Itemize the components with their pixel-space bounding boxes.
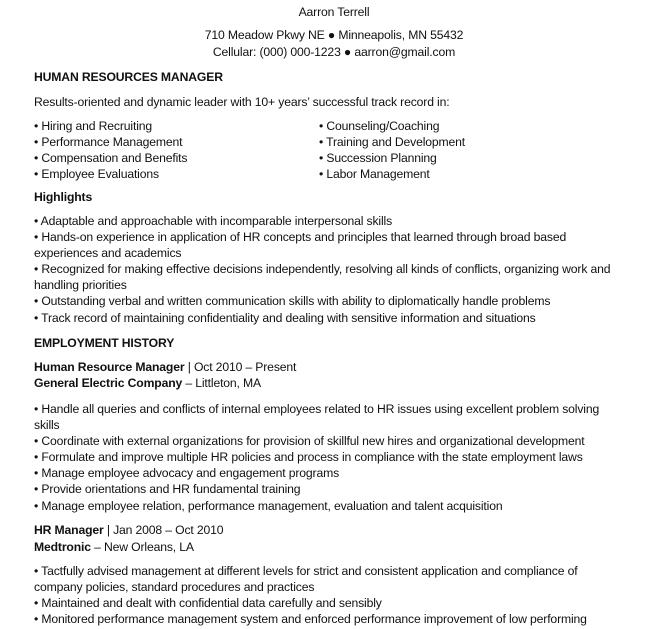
job-location: – Littleton, MA [182, 376, 262, 390]
job-company: Medtronic [34, 540, 91, 554]
job-duty-line: • Monitored performance management system and enforced performance improvement of low performing [34, 612, 587, 626]
job-duty-line: • Maintained and dealt with confidential data carefully and sensibly [34, 596, 382, 610]
highlight-line: • Recognized for making effective decisions independently, resolving all kinds of conflicts, organizing work and [34, 262, 611, 276]
skill-item: • Employee Evaluations [34, 167, 159, 181]
job-role: Human Resource Manager [34, 360, 185, 374]
job-title-line [34, 359, 296, 375]
job-duty-line: • Coordinate with external organizations for provision of skillful new hires and organizational development [34, 434, 585, 448]
candidate-name: Aarron Terrell [298, 5, 370, 19]
job-location: – New Orleans, LA [90, 540, 194, 554]
skill-item: • Compensation and Benefits [34, 151, 188, 165]
section-title-highlights: Highlights [34, 190, 93, 204]
job-role: HR Manager [34, 523, 104, 537]
job-company-line [34, 375, 261, 391]
section-title-summary: HUMAN RESOURCES MANAGER [34, 70, 223, 84]
highlight-line: • Outstanding verbal and written communication skills with ability to diplomatically handle problems [34, 294, 551, 308]
job-duty-line: • Provide orientations and HR fundamental training [34, 482, 301, 496]
highlight-line: handling priorities [34, 278, 127, 292]
section-title-employment: EMPLOYMENT HISTORY [34, 336, 175, 350]
job-duty-line: • Manage employee relation, performance management, evaluation and talent acquisition [34, 499, 503, 513]
highlight-line: • Adaptable and approachable with incomparable interpersonal skills [34, 214, 393, 228]
job-company-line [34, 539, 194, 555]
summary-intro: Results-oriented and dynamic leader with 10+ years’ successful track record in: [34, 95, 450, 109]
job-duty-line: • Handle all queries and conflicts of internal employees related to HR issues using excellent problem solving [34, 402, 600, 416]
skill-item: • Performance Management [34, 135, 183, 149]
skill-item: • Hiring and Recruiting [34, 119, 153, 133]
job-duty-line: • Manage employee advocacy and engagement programs [34, 466, 340, 480]
highlight-line: experiences and academics [34, 246, 182, 260]
skill-item: • Counseling/Coaching [319, 119, 440, 133]
job-duty-line: • Tactfully advised management at different levels for strict and consistent application and compliance of [34, 564, 578, 578]
highlight-line: • Track record of maintaining confidentiality and dealing with sensitive information and situations [34, 311, 536, 325]
skill-item: • Training and Development [319, 135, 466, 149]
job-title-line [34, 522, 223, 538]
job-duty-line: skills [34, 418, 60, 432]
skill-item: • Succession Planning [319, 151, 437, 165]
job-duty-line: • Formulate and improve multiple HR policies and process in compliance with the state employment laws [34, 450, 583, 464]
job-dates: | Oct 2010 – Present [184, 360, 297, 374]
job-company: General Electric Company [34, 376, 183, 390]
contact-line: Cellular: (000) 000-1223 ● aarron@gmail.com [212, 45, 456, 59]
skill-item: • Labor Management [319, 167, 430, 181]
job-duty-line: company policies, standard procedures and practices [34, 580, 315, 594]
address-line: 710 Meadow Pkwy NE ● Minneapolis, MN 55432 [204, 28, 464, 42]
job-dates: | Jan 2008 – Oct 2010 [103, 523, 224, 537]
highlight-line: • Hands-on experience in application of HR concepts and principles that learned through broad based [34, 230, 567, 244]
